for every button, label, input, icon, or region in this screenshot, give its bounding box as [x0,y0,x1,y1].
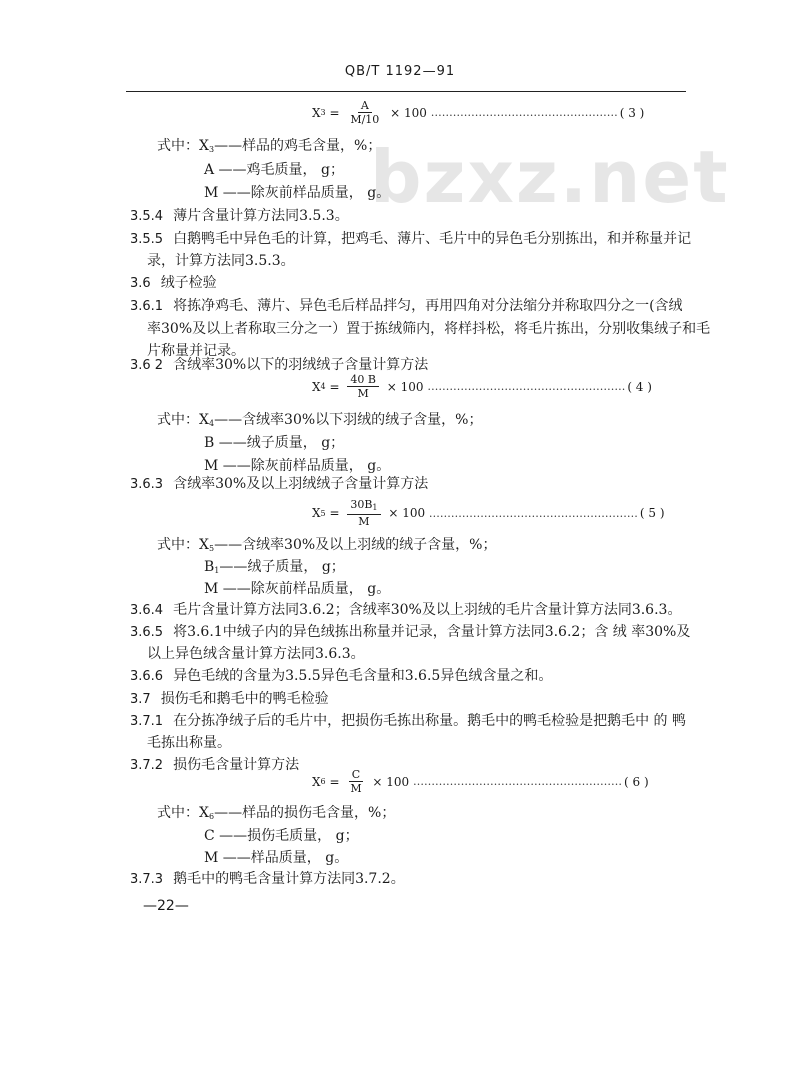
section-3-6-heading: 3.6 绒子检验 [130,275,217,291]
variable-definition: B ——绒子质量， g； [204,435,345,451]
clause-3-5-4: 3.5.4 薄片含量计算方法同3.5.3。 [130,208,349,224]
variable-definition: A ——鸡毛质量， g； [204,162,344,178]
equation-number: ( 3 ) [619,105,645,120]
where-line: 式中：$X_3——$样品的鸡毛含量，%； [157,138,382,154]
variable-definition: M ——除灰前样品质量， g。 [204,185,391,201]
clause-3-6-6: 3.6.6 异色毛绒的含量为3.5.5异色毛含量和3.6.5异色绒含量之和。 [130,668,553,684]
variable-definition: M ——样品质量， g。 [204,850,349,866]
clause-3-6-5: 3.6.5 将3.6.1中绒子内的异色绒拣出称量并记录，含量计算方法同3.6.2；含 绒 率30%及 [130,624,691,640]
variable-definition: M ——除灰前样品质量， g。 [204,458,391,474]
where-line: 式中：$X_6——$样品的损伤毛含量，%； [157,805,396,821]
clause-3-6-3: 3.6.3 含绒率30%及以上羽绒绒子含量计算方法 [130,476,429,492]
clause-continuation: 毛拣出称量。 [147,735,231,751]
equation-number: ( 6 ) [624,774,649,789]
fraction: $\frac{C}{M}$ [350,768,362,795]
clause-3-5-5: 3.5.5 白鹅鸭毛中异色毛的计算，把鸡毛、薄片、毛片中的异色毛分别拣出，和并称量并记 [130,231,692,247]
page-number: —22— [143,898,189,914]
watermark: bzxz.net [370,135,730,219]
fraction: $\frac{A}{M/10}$ [350,99,380,126]
header-rule [126,91,686,92]
equation-number: ( 5 ) [639,506,665,520]
formula-3: X 3 = $\frac{A}{M/10}$ × 100 …………………………………………… ( 3 ) [312,99,645,126]
equation-number: ( 4 ) [627,379,652,394]
clause-3-7-3: 3.7.3 鹅毛中的鸭毛含量计算方法同3.7.2。 [130,871,405,887]
clause-continuation: 录，计算方法同3.5.3。 [147,253,295,269]
formula-5: X 5 = $\frac{30B_1}{M}$ × 100 ………………………………………………… ( 5 ) [312,498,665,528]
clause-continuation: 片称量并记录。 [147,343,245,359]
clause-3-6-2: 3.6 2 含绒率30%以下的羽绒绒子含量计算方法 [130,357,429,373]
clause-3-7-2: 3.7.2 损伤毛含量计算方法 [130,757,300,773]
where-line: 式中：$X_4——$含绒率30%以下羽绒的绒子含量，%； [157,412,483,428]
section-3-7-heading: 3.7 损伤毛和鹅毛中的鸭毛检验 [130,691,329,707]
clause-3-7-1: 3.7.1 在分拣净绒子后的毛片中，把损伤毛拣出称量。鹅毛中的鸭毛检验是把鹅毛中 的 鸭 [130,713,686,729]
clause-continuation: 以上异色绒含量计算方法同3.6.3。 [147,646,365,662]
clause-3-6-4: 3.6.4 毛片含量计算方法同3.6.2；含绒率30%及以上羽绒的毛片含量计算方法同3.6.3。 [130,602,682,618]
clause-continuation: 率30%及以上者称取三分之一）置于拣绒筛内，将样抖松，将毛片拣出，分别收集绒子和毛 [147,321,711,337]
variable-definition: M ——除灰前样品质量， g。 [204,581,391,597]
clause-3-6-1: 3.6.1 将拣净鸡毛、薄片、异色毛后样品拌匀，再用四角对分法缩分并称取四分之一(含绒 [130,298,683,314]
formula-lhs: X [312,105,321,120]
variable-definition: $B_1——$绒子质量， g； [204,559,345,575]
fraction: $\frac{40 B}{M}$ [347,373,379,400]
fraction: $\frac{30B_1}{M}$ [347,498,380,528]
where-line: 式中：$X_5——$含绒率30%及以上羽绒的绒子含量，%； [157,537,497,553]
formula-4: X 4 = $\frac{40 B}{M}$ × 100 ……………………………………………… ( 4 ) [312,373,652,400]
formula-6: X 6 = $\frac{C}{M}$ × 100 ………………………………………………… ( 6 ) [312,768,649,795]
variable-definition: C ——损伤毛质量， g； [204,828,359,844]
standard-code-header: QB/T 1192—91 [344,64,456,79]
